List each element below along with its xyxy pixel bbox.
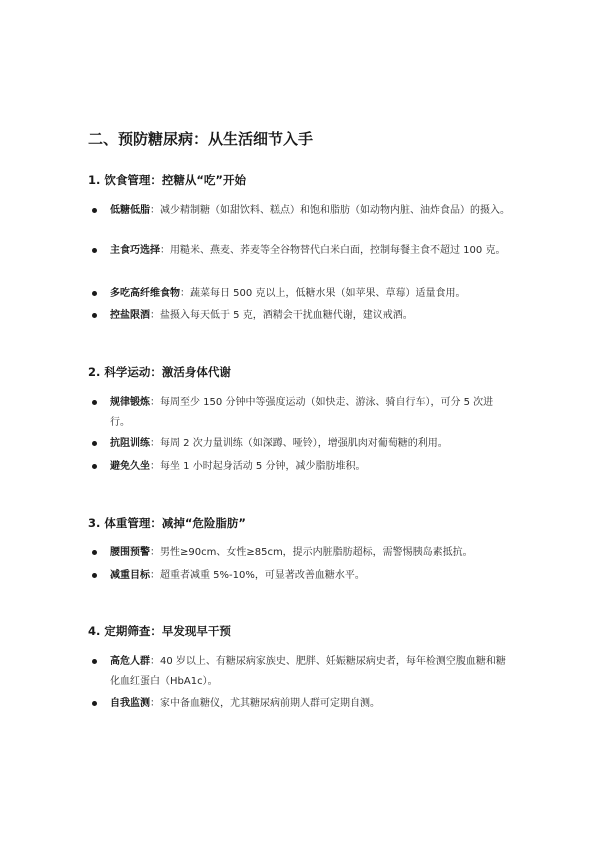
list-item <box>92 652 512 692</box>
list-item-body: ：家中备血糖仪，尤其糖尿病前期人群可定期自测。 <box>150 698 380 709</box>
bullet-icon <box>92 313 97 318</box>
list-item <box>92 434 512 454</box>
list-item-body: ：蔬菜每日 500 克以上，低糖水果（如苹果、草莓）适量食用。 <box>180 288 466 299</box>
list-item-body: ：40 岁以上、有糖尿病家族史、肥胖、妊娠糖尿病史者，每年检测空腹血糖和糖化血红蛋白（HbA1c）。 <box>110 656 506 687</box>
bullet-icon <box>92 573 97 578</box>
list-item-key: 规律锻炼 <box>110 397 150 408</box>
list-item <box>92 694 512 714</box>
list-item-key: 控盐限酒 <box>110 310 150 321</box>
section-heading-screening: 4. 定期筛查：早发现早干预 <box>88 624 231 638</box>
bullet-icon <box>92 659 97 664</box>
list-item-text <box>110 694 512 714</box>
list-item-body: ：减少精制糖（如甜饮料、糕点）和饱和脂肪（如动物内脏、油炸食品）的摄入。 <box>150 205 510 216</box>
section-heading-exercise: 2. 科学运动：激活身体代谢 <box>88 365 231 379</box>
list-item-body: ：每周 2 次力量训练（如深蹲、哑铃），增强肌肉对葡萄糖的利用。 <box>150 438 448 449</box>
bullet-icon <box>92 291 97 296</box>
list-item-key: 减重目标 <box>110 570 150 581</box>
list-item <box>92 566 512 586</box>
list-item <box>92 201 512 221</box>
list-item-body: ：超重者减重 5%-10%，可显著改善血糖水平。 <box>150 570 365 581</box>
list-item-key: 主食巧选择 <box>110 245 160 256</box>
list-item-key: 高危人群 <box>110 656 150 667</box>
bullet-icon <box>92 400 97 405</box>
bullet-icon <box>92 464 97 469</box>
list-item <box>92 284 512 304</box>
list-item-body: ：每坐 1 小时起身活动 5 分钟，减少脂肪堆积。 <box>150 461 366 472</box>
list-item-body: ：每周至少 150 分钟中等强度运动（如快走、游泳、骑自行车），可分 5 次进行。 <box>110 397 494 428</box>
list-item-text <box>110 241 512 261</box>
list-item <box>92 543 512 563</box>
list-item-body: ：男性≥90cm、女性≥85cm，提示内脏脂肪超标，需警惕胰岛素抵抗。 <box>150 547 473 558</box>
list-item-text <box>110 457 512 477</box>
list-item-key: 多吃高纤维食物 <box>110 288 180 299</box>
list-item-text <box>110 434 512 454</box>
list-item-text <box>110 284 512 304</box>
list-item-key: 腰围预警 <box>110 547 150 558</box>
bullet-icon <box>92 550 97 555</box>
list-item-text <box>110 652 512 692</box>
page-title: 二、预防糖尿病：从生活细节入手 <box>88 130 314 148</box>
list-item <box>92 306 512 326</box>
list-item-text <box>110 306 512 326</box>
section-heading-diet: 1. 饮食管理：控糖从“吃”开始 <box>88 173 246 187</box>
bullet-icon <box>92 701 97 706</box>
list-item-key: 避免久坐 <box>110 461 150 472</box>
list-item <box>92 393 512 433</box>
list-item-body: ：盐摄入每天低于 5 克，酒精会干扰血糖代谢，建议戒酒。 <box>150 310 413 321</box>
list-item-key: 自我监测 <box>110 698 150 709</box>
bullet-icon <box>92 248 97 253</box>
list-item-key: 低糖低脂 <box>110 205 150 216</box>
list-item-text <box>110 543 512 563</box>
section-heading-weight: 3. 体重管理：减掉“危险脂肪” <box>88 516 246 530</box>
bullet-icon <box>92 441 97 446</box>
list-item <box>92 457 512 477</box>
list-item-text <box>110 566 512 586</box>
list-item <box>92 241 512 261</box>
list-item-key: 抗阻训练 <box>110 438 150 449</box>
list-item-text <box>110 201 512 221</box>
list-item-body: ：用糙米、燕麦、荞麦等全谷物替代白米白面，控制每餐主食不超过 100 克。 <box>160 245 506 256</box>
bullet-icon <box>92 208 97 213</box>
list-item-text <box>110 393 512 433</box>
